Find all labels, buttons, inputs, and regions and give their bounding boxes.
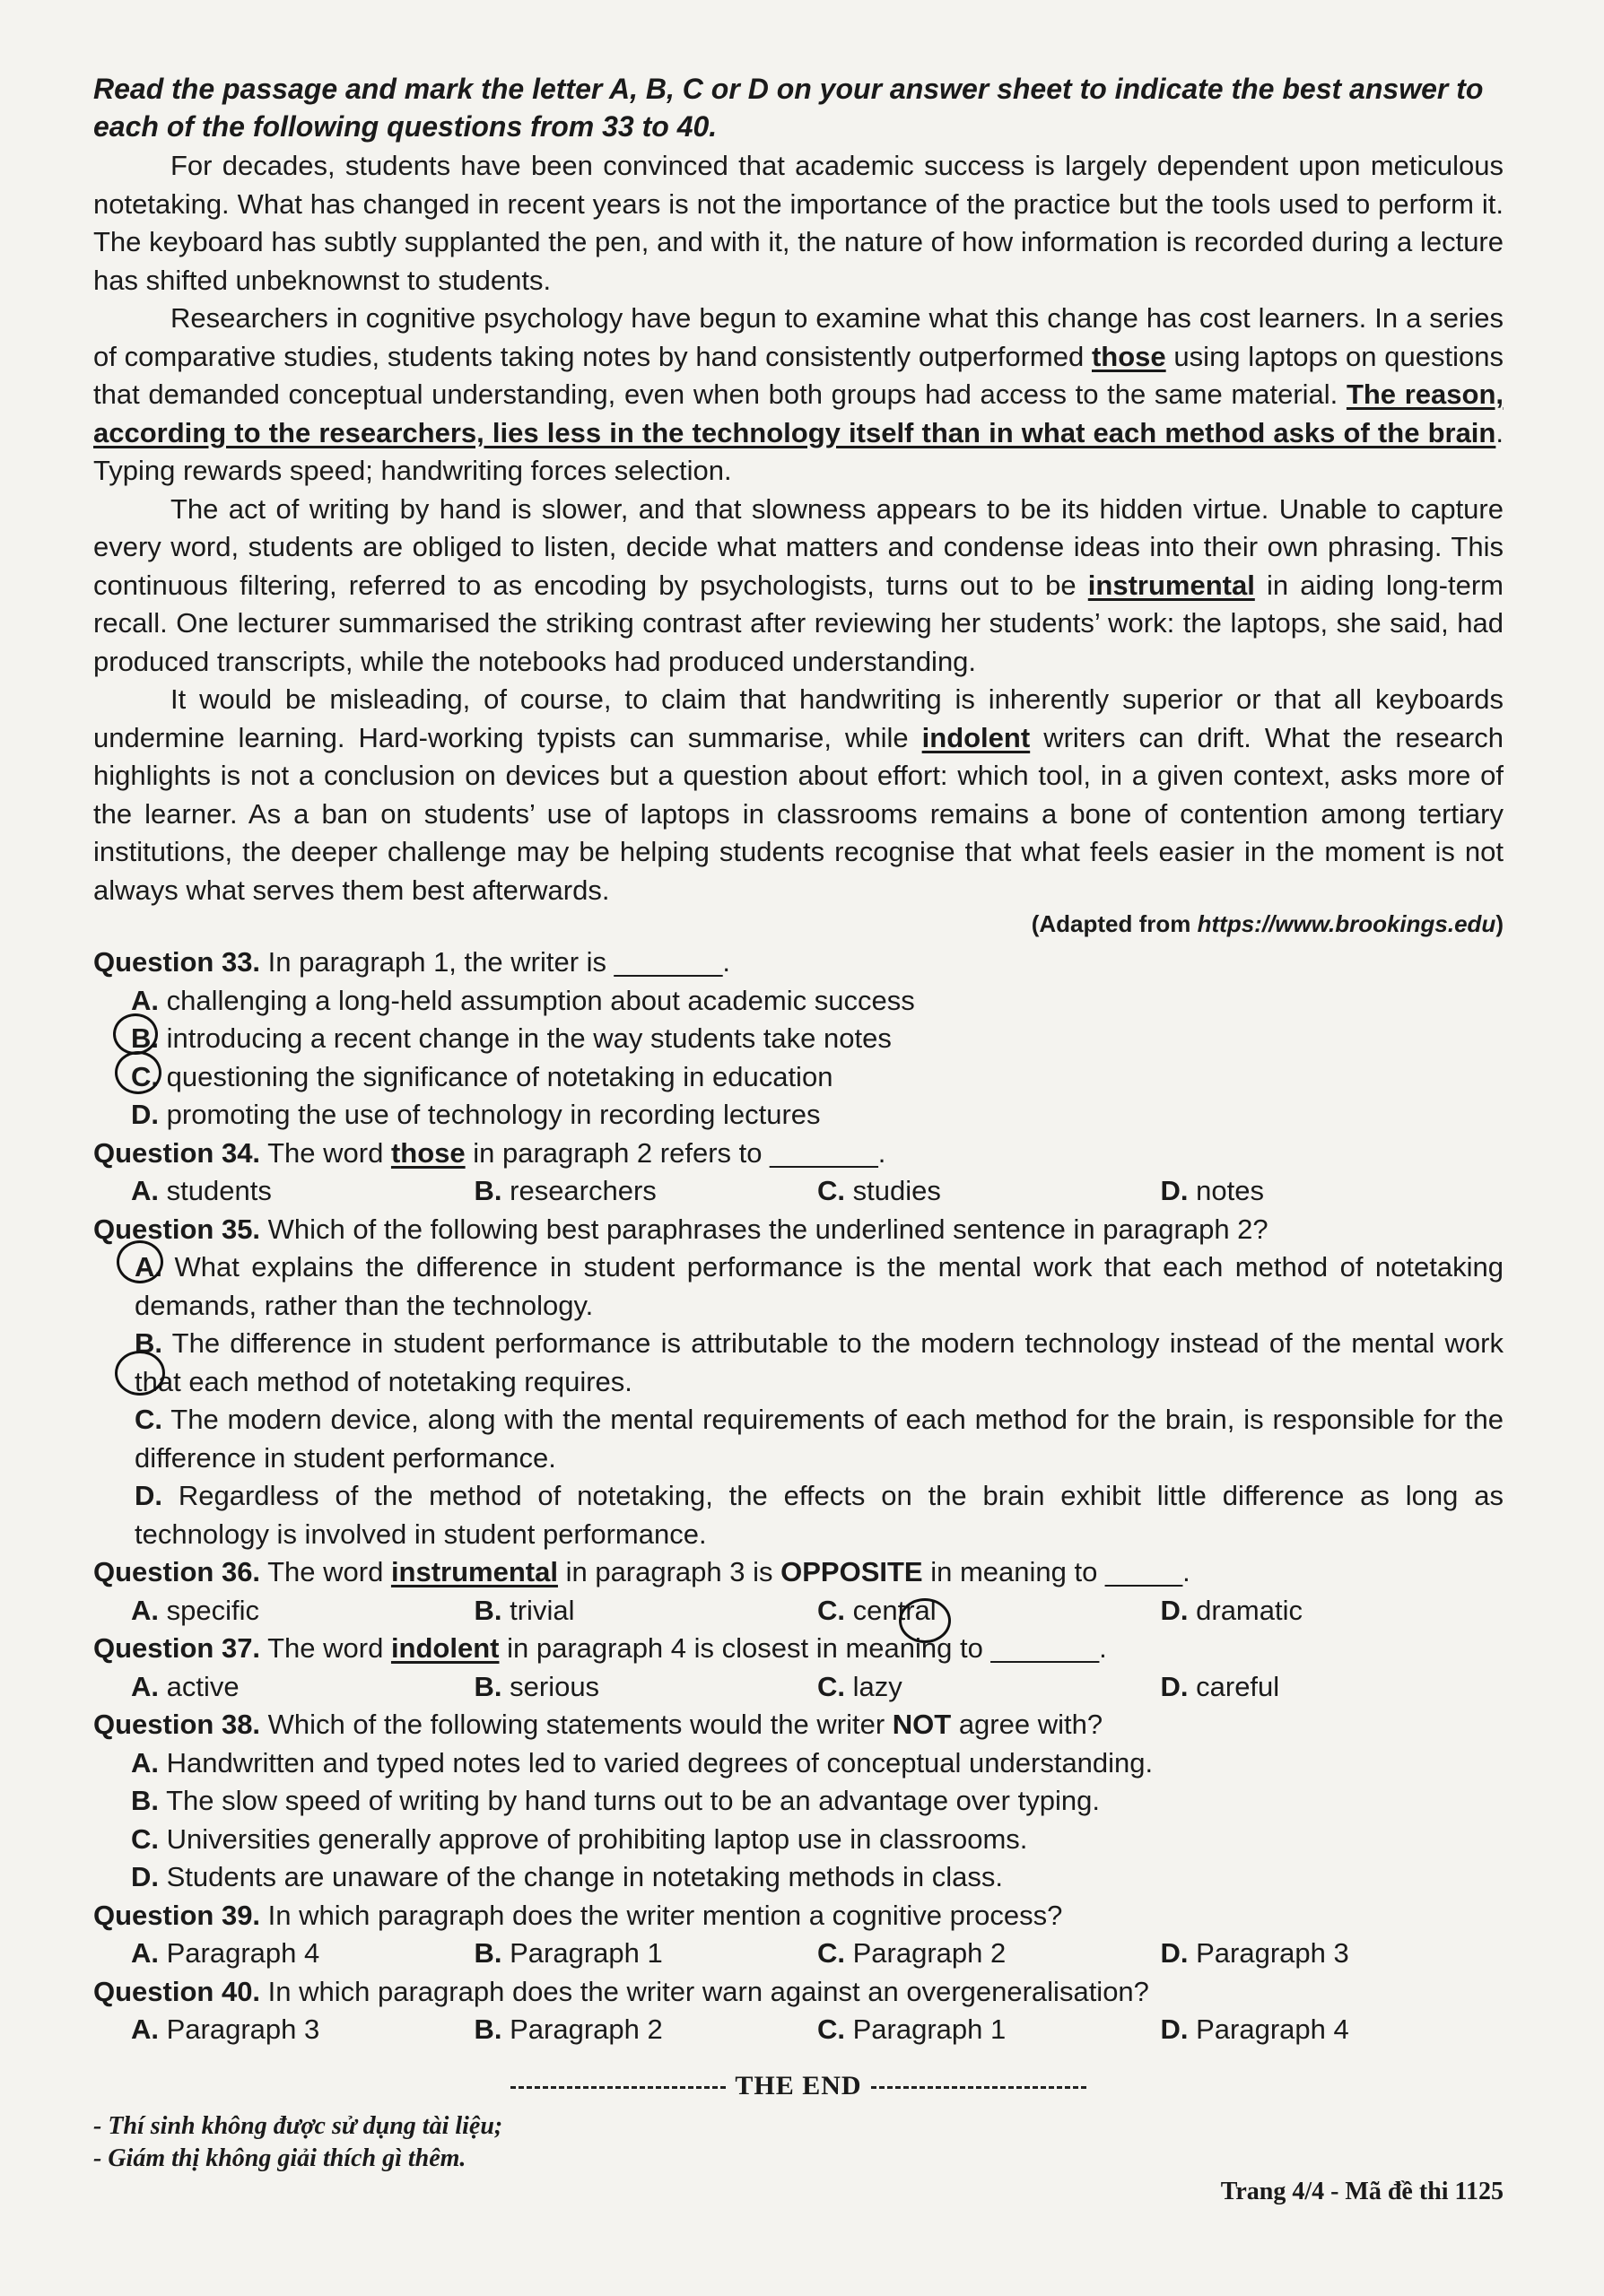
page-footer: Trang 4/4 - Mã đề thi 1125 <box>1220 2178 1504 2205</box>
option-letter: A. <box>131 1937 159 1969</box>
question-text: Which of the following statements would the writer <box>260 1709 893 1740</box>
paragraph-2 <box>93 300 1504 491</box>
option-text: Paragraph 4 <box>1196 2013 1349 2045</box>
question-text: The word <box>260 1632 391 1664</box>
q39-option-d[interactable] <box>1161 1935 1504 1973</box>
q35-option-c[interactable] <box>93 1401 1504 1477</box>
q38-option-c[interactable] <box>93 1821 1504 1859</box>
word-indolent: indolent <box>921 721 1031 753</box>
word-instrumental: instrumental <box>1087 569 1255 601</box>
option-letter: C. <box>817 2013 845 2045</box>
source-prefix: (Adapted from <box>1031 910 1198 937</box>
q40-options <box>93 2011 1504 2049</box>
option-letter: C. <box>131 1822 159 1855</box>
q39-options <box>93 1935 1504 1973</box>
option-text: Paragraph 1 <box>852 2013 1007 2045</box>
paragraph-4 <box>93 681 1504 909</box>
option-text: challenging a long-held assumption about academic success <box>166 984 915 1016</box>
option-letter: A. <box>131 1175 159 1206</box>
note-line: - Giám thị không giải thích gì thêm. <box>93 2144 466 2172</box>
q40-option-b[interactable] <box>475 2011 818 2049</box>
question-34 <box>93 1135 1504 1173</box>
q36-option-d[interactable] <box>1161 1592 1504 1631</box>
question-40 <box>93 1973 1504 2012</box>
q34-option-c[interactable] <box>817 1172 1161 1211</box>
question-number: Question 37. <box>93 1632 261 1664</box>
q35-option-b[interactable] <box>93 1325 1504 1401</box>
q34-option-d[interactable] <box>1161 1172 1504 1211</box>
q35-option-d[interactable] <box>93 1477 1504 1553</box>
paragraph-1-text: For decades, students have been convinced that academic success is largely dependent upon meticulous notetaking. What has changed in recent years is not the importance of the practice but the tools used to perform it. The keyboard has subtly supplanted the pen, and with it, the nature of how information is recorded during a lecture has shifted unbeknownst to students. <box>93 150 1504 296</box>
option-letter: C. <box>131 1060 159 1092</box>
question-35 <box>93 1211 1504 1249</box>
option-text: The slow speed of writing by hand turns out to be an advantage over typing. <box>166 1785 1100 1816</box>
option-text: serious <box>510 1670 600 1702</box>
q35-option-a[interactable] <box>93 1248 1504 1325</box>
option-letter: A. <box>131 1670 159 1702</box>
p4-part-b: writers can drift. What the research highlights is not a conclusion on devices but a question about effort: which tool, in a given context, asks more of the learner. As a ban on students’ use of laptops in classrooms remains a bone of contention among tertiary institutions, the deeper challenge may be helping students recognise that what feels easier in the moment is not always what serves them best afterwards. <box>93 721 1504 906</box>
option-letter: C. <box>817 1175 845 1206</box>
option-letter: C. <box>817 1937 845 1969</box>
p2-part-c: . Typing rewards speed; handwriting forces selection. <box>93 416 1504 486</box>
question-text: agree with? <box>951 1709 1103 1740</box>
option-letter: D. <box>131 1861 159 1892</box>
pen-mark <box>115 1351 165 1396</box>
q39-option-b[interactable] <box>475 1935 818 1973</box>
option-letter: B. <box>474 1937 502 1969</box>
p4-part-a: It would be misleading, of course, to claim that handwriting is inherently superior or that all keyboards undermine learning. Hard-working typists can summarise, while <box>93 683 1504 753</box>
question-39 <box>93 1897 1504 1935</box>
q36-option-c[interactable] <box>817 1592 1161 1631</box>
question-keyword: instrumental <box>390 1556 558 1587</box>
option-text: Paragraph 3 <box>166 2013 320 2045</box>
option-letter: D. <box>131 1099 159 1130</box>
source-suffix: ) <box>1495 910 1504 937</box>
question-keyword: indolent <box>390 1632 500 1664</box>
exam-notes <box>93 2110 1504 2175</box>
question-number: Question 35. <box>93 1213 261 1245</box>
underlined-sentence: The reason, according to the researchers, lies less in the technology itself than in what each method asks of the brain <box>93 378 1504 448</box>
option-text: central <box>852 1594 937 1626</box>
q39-option-a[interactable] <box>131 1935 475 1973</box>
option-letter: B. <box>131 1022 159 1054</box>
q34-option-b[interactable] <box>475 1172 818 1211</box>
p3-part-b: in aiding long-term recall. One lecturer summarised the striking contrast after reviewing her students’ work: the laptops, she said, had produced transcripts, while the notebooks had produced understanding. <box>93 569 1504 677</box>
option-text: Paragraph 4 <box>166 1937 320 1969</box>
q34-options <box>93 1172 1504 1211</box>
option-letter: D. <box>1160 1670 1189 1702</box>
option-letter: B. <box>474 1594 502 1626</box>
option-text: Universities generally approve of prohibiting laptop use in classrooms. <box>166 1822 1028 1855</box>
q38-option-d[interactable] <box>93 1858 1504 1897</box>
word-those: those <box>1091 340 1166 372</box>
option-text: trivial <box>510 1594 575 1626</box>
question-text: in paragraph 2 refers to _______. <box>465 1136 886 1169</box>
option-letter: B. <box>474 1175 502 1206</box>
divider <box>510 2086 726 2089</box>
option-letter: D. <box>1160 1594 1189 1626</box>
divider <box>871 2086 1086 2089</box>
q39-option-c[interactable] <box>817 1935 1161 1973</box>
option-text: questioning the significance of notetaking in education <box>166 1060 833 1092</box>
end-text: THE END <box>735 2070 862 2100</box>
option-letter: A. <box>135 1251 162 1283</box>
option-letter: A. <box>131 1594 159 1626</box>
q37-options <box>93 1668 1504 1707</box>
instruction: Read the passage and mark the letter A, B, C or D on your answer sheet to indicate the best answer to each of the following questions from 33 to 40. <box>93 73 1484 143</box>
option-text: specific <box>166 1594 259 1626</box>
option-letter: D. <box>1160 1937 1189 1969</box>
option-text: students <box>166 1175 272 1206</box>
q40-option-c[interactable] <box>817 2011 1161 2049</box>
question-number: Question 36. <box>93 1556 261 1587</box>
question-text: The word <box>260 1556 391 1587</box>
option-text: lazy <box>852 1670 902 1702</box>
q36-options <box>93 1592 1504 1631</box>
option-letter: C. <box>817 1594 845 1626</box>
option-letter: D. <box>1160 2013 1189 2045</box>
question-37 <box>93 1630 1504 1668</box>
option-text: Handwritten and typed notes led to varied degrees of conceptual understanding. <box>166 1746 1154 1779</box>
p2-part-b: using laptops on questions that demanded conceptual understanding, even when both groups had access to the same material. <box>93 340 1504 410</box>
option-letter: B. <box>474 2013 502 2045</box>
q40-option-d[interactable] <box>1161 2011 1504 2049</box>
option-letter: B. <box>135 1327 162 1359</box>
question-38 <box>93 1706 1504 1744</box>
q37-option-c[interactable] <box>817 1668 1161 1707</box>
option-letter: B. <box>131 1785 159 1816</box>
question-number: Question 39. <box>93 1899 261 1931</box>
option-text: introducing a recent change in the way students take notes <box>166 1022 892 1054</box>
end-marker <box>93 2067 1504 2106</box>
question-text: in meaning to _____. <box>922 1556 1190 1587</box>
question-text: In which paragraph does the writer mention a cognitive process? <box>260 1899 1063 1931</box>
question-keyword: those <box>390 1136 466 1169</box>
pen-mark <box>899 1598 951 1643</box>
question-text: in paragraph 4 is closest in meaning to _______. <box>499 1632 1107 1664</box>
p2-part-a: Researchers in cognitive psychology have begun to examine what this change has cost learners. In a series of comparative studies, students taking notes by hand consistently outperformed <box>93 302 1504 372</box>
option-text: Paragraph 3 <box>1196 1937 1349 1969</box>
q36-option-b[interactable] <box>475 1592 818 1631</box>
option-letter: D. <box>1160 1175 1189 1206</box>
option-letter: B. <box>474 1670 502 1702</box>
q37-option-a[interactable] <box>131 1668 475 1707</box>
option-letter: A. <box>131 1746 159 1779</box>
note-line: - Thí sinh không được sử dụng tài liệu; <box>93 2112 503 2140</box>
option-text: What explains the difference in student performance is the mental work that each method of notetaking demands, rather than the technology. <box>135 1251 1504 1321</box>
pen-mark <box>117 1240 163 1283</box>
question-33 <box>93 944 1504 982</box>
q33-option-c[interactable] <box>93 1058 1504 1097</box>
option-letter: C. <box>135 1404 162 1435</box>
q36-option-a[interactable] <box>131 1592 475 1631</box>
q33-option-a[interactable] <box>93 982 1504 1021</box>
q33-option-d[interactable] <box>93 1096 1504 1135</box>
option-letter: C. <box>817 1670 845 1702</box>
question-number: Question 40. <box>93 1975 261 2007</box>
option-text: dramatic <box>1196 1594 1303 1626</box>
q33-option-b[interactable] <box>93 1020 1504 1058</box>
option-text: studies <box>852 1175 941 1206</box>
question-36 <box>93 1553 1504 1592</box>
pen-mark <box>113 1013 158 1055</box>
paragraph-1 <box>93 147 1504 300</box>
question-text: In paragraph 1, the writer is _______. <box>260 946 730 978</box>
question-number: Question 34. <box>93 1136 261 1169</box>
option-text: The modern device, along with the mental requirements of each method for the brain, is responsible for the difference in student performance. <box>135 1404 1504 1474</box>
paragraph-3 <box>93 491 1504 682</box>
q38-option-a[interactable] <box>93 1744 1504 1783</box>
p3-part-a: The act of writing by hand is slower, and that slowness appears to be its hidden virtue. Unable to capture every word, students are obliged to listen, decide what matters and condense ideas into their own phrasing. This continuous filtering, referred to as encoding by psychologists, turns out to be <box>93 492 1504 601</box>
option-text: Paragraph 2 <box>852 1937 1007 1969</box>
option-letter: A. <box>131 2013 159 2045</box>
question-text: Which of the following best paraphrases the underlined sentence in paragraph 2? <box>260 1213 1268 1245</box>
q40-option-a[interactable] <box>131 2011 475 2049</box>
question-emphasis: OPPOSITE <box>780 1556 923 1587</box>
question-number: Question 33. <box>93 946 261 978</box>
q37-option-b[interactable] <box>475 1668 818 1707</box>
option-letter: A. <box>131 984 159 1016</box>
option-text: researchers <box>510 1175 657 1206</box>
option-text: Students are unaware of the change in notetaking methods in class. <box>166 1861 1003 1892</box>
question-text: The word <box>260 1136 391 1169</box>
option-text: active <box>166 1670 240 1702</box>
source-citation <box>93 908 1504 940</box>
q37-option-d[interactable] <box>1161 1668 1504 1707</box>
option-text: Regardless of the method of notetaking, the effects on the brain exhibit little difference as long as technology is involved in student performance. <box>135 1480 1504 1550</box>
option-text: notes <box>1196 1175 1264 1206</box>
option-text: Paragraph 2 <box>510 2013 663 2045</box>
option-text: The difference in student performance is attributable to the modern technology instead of the mental work that each method of notetaking requires. <box>135 1327 1504 1397</box>
source-url: https://www.brookings.edu <box>1197 910 1496 937</box>
option-letter: D. <box>135 1480 162 1511</box>
question-number: Question 38. <box>93 1709 261 1740</box>
option-text: Paragraph 1 <box>510 1937 663 1969</box>
q38-option-b[interactable] <box>93 1782 1504 1821</box>
question-text: In which paragraph does the writer warn against an overgeneralisation? <box>260 1975 1149 2007</box>
question-text: in paragraph 3 is <box>557 1556 781 1587</box>
option-text: careful <box>1196 1670 1280 1702</box>
pen-mark <box>115 1051 161 1094</box>
exam-page <box>93 70 1504 2175</box>
option-text: promoting the use of technology in recording lectures <box>166 1099 821 1130</box>
question-emphasis: NOT <box>892 1709 952 1740</box>
q34-option-a[interactable] <box>131 1172 475 1211</box>
